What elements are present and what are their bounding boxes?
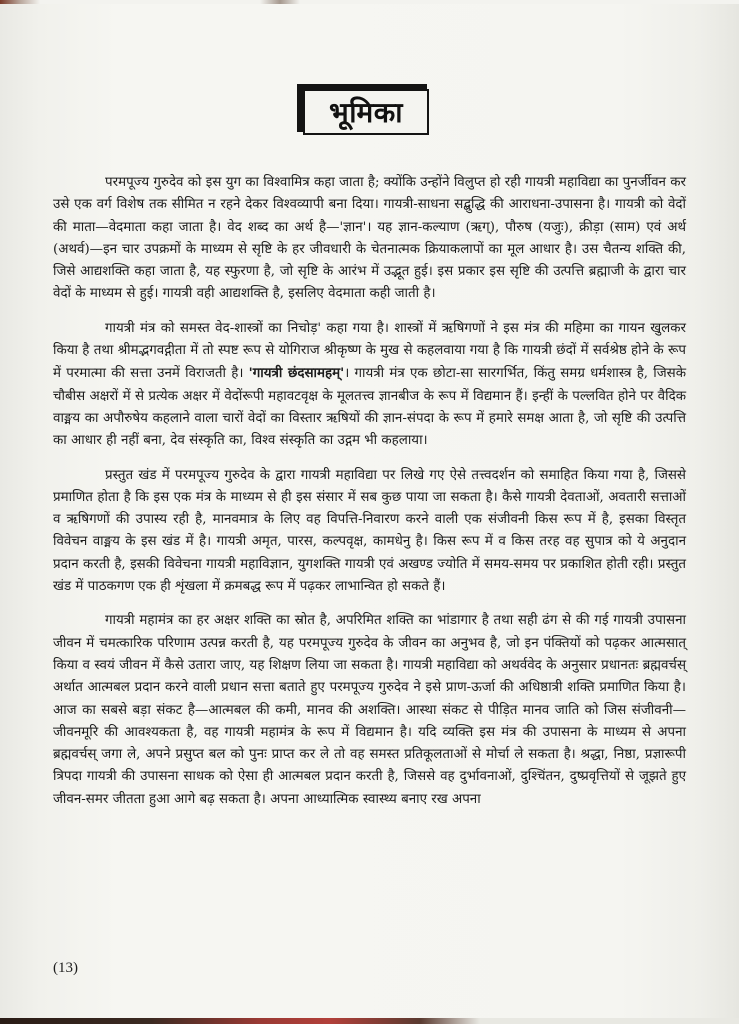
page-top-edge [0,0,739,4]
body-text [53,172,686,823]
page-number: (13) [53,960,78,976]
paragraph-4: गायत्री महामंत्र का हर अक्षर शक्ति का स्रोत है, अपरिमित शक्ति का भांडागार है तथा सही ढंग से की गई गायत्री उपासना जीवन में चमत्कारिक परिणाम उत्पन्न करती है, यह परमपूज्य गुरुदेव के जीवन का अनुभव है, जो इन पंक्तियों को पढ़कर आत्मसात् किया व स्वयं जीवन में कैसे उतारा जाए, यह शिक्षण लिया जा सकता है। गायत्री महाविद्या को अथर्ववेद के अनुसार प्रधानतः ब्रह्मवर्चस् अर्थात आत्मबल प्रदान करने वाली प्रधान सत्ता बताते हुए परमपूज्य गुरुदेव ने इसे प्राण-ऊर्जा की अधिष्ठात्री शक्ति प्रमाणित किया है। आज का सबसे बड़ा संकट है—आत्मबल की कमी, मानव की अशक्ति। आस्था संकट से पीड़ित मानव जाति को जिस संजीवनी—जीवनमूरि की आवश्यकता है, वह गायत्री महामंत्र के रूप में विद्यमान है। यदि व्यक्ति इस मंत्र की उपासना के माध्यम से अपना ब्रह्मवर्चस् जगा ले, अपने प्रसुप्त बल को पुनः प्राप्त कर ले तो वह समस्त प्रतिकूलताओं से मोर्चा ले सकता है। श्रद्धा, निष्ठा, प्रज्ञारूपी त्रिपदा गायत्री की उपासना साधक को ऐसा ही आत्मबल प्रदान करती है, जिससे वह दुर्भावनाओं, दुश्चिंतन, दुष्प्रवृत्तियों से जूझते हुए जीवन-समर जीतता हुआ आगे बढ़ सकता है। अपना आध्यात्मिक स्वास्थ्य बनाए रख अपना [53,613,686,807]
bold-quote-gayatri-chhandasamaham: 'गायत्री छंदसामहम्' [248,365,345,382]
chapter-title-block [297,84,437,140]
paragraph-3: प्रस्तुत खंड में परमपूज्य गुरुदेव के द्वारा गायत्री महाविद्या पर लिखे गए ऐसे तत्त्वदर्शन को समाहित किया गया है, जिससे प्रमाणित होता है कि इस एक मंत्र के माध्यम से ही इस संसार में सब कुछ पाया जा सकता है। कैसे गायत्री देवताओं, अवतारी सत्ताओं व ऋषिगणों की उपास्य रही है, मानवमात्र के लिए वह विपत्ति-निवारण करने वाली एक संजीवनी किस रूप में है, इसका विस्तृत विवेचन वाङ्मय के इस खंड में है। गायत्री अमृत, पारस, कल्पवृक्ष, कामधेनु है। किस रूप में व किस तरह वह सुपात्र को ये अनुदान प्रदान करती है, इसकी विवेचना गायत्री महाविज्ञान, युगशक्ति गायत्री एवं अखण्ड ज्योति में समय-समय पर प्रकाशित होती रही। प्रस्तुत खंड में पाठकगण एक ही शृंखला में क्रमबद्ध रूप में पढ़कर लाभान्वित हो सकते हैं। [53,467,686,595]
paragraph-2-text-b: । गायत्री मंत्र एक छोटा-सा सारगर्भित, किंतु समग्र धर्मशास्त्र है, जिसके चौबीस अक्षरों में से प्रत्येक अक्षर में वेदोंरूपी महावटवृक्ष के मूलतत्त्व ज्ञानबीज के रूप में विद्यमान हैं। इन्हीं के पल्लवित होने पर वैदिक वाङ्मय का अपौरुषेय कहलाने वाला चारों वेदों का विस्तार ऋषियों की ज्ञान-संपदा के रूप में हमारे समक्ष आता है, जो सृष्टि की उत्पत्ति का आधार ही नहीं बना, देव संस्कृति का, विश्व संस्कृति का उद्गम भी कहलाया। [53,366,687,449]
title-box [303,89,429,135]
paragraph-1: परमपूज्य गुरुदेव को इस युग का विश्वामित्र कहा जाता है; क्योंकि उन्होंने विलुप्त हो रही गायत्री महाविद्या का पुनर्जीवन कर उसे एक वर्ग विशेष तक सीमित न रहने देकर विश्वव्यापी बना दिया। गायत्री-साधना सद्बुद्धि की आराधना-उपासना है। गायत्री को वेदों की माता—वेदमाता कहा जाता है। वेद शब्द का अर्थ है—'ज्ञान'। यह ज्ञान-कल्याण (ऋग्), पौरुष (यजुः), क्रीड़ा (साम) एवं अर्थ (अथर्व)—इन चार उपक्रमों के माध्यम से सृष्टि के हर जीवधारी के चेतनात्मक क्रियाकलापों का मूल आधार है। उस चैतन्य शक्ति की, जिसे आद्यशक्ति कहा जाता है, यह स्फुरणा है, जो सृष्टि के आरंभ में उद्भूत हुई। इस प्रकार इस सृष्टि की उत्पत्ति ब्रह्माजी के द्वारा चार वेदों के माध्यम से हुई। गायत्री वही आद्यशक्ति है, इसलिए वेदमाता कही जाती है। [53,175,686,302]
page-bottom-edge [0,1018,739,1024]
paragraph-2 [53,318,686,453]
chapter-title: भूमिका [329,96,403,129]
paragraph-2-text-a: गायत्री मंत्र को समस्त वेद-शास्त्रों का निचोड़' कहा गया है। शास्त्रों में ऋषिगणों ने इस मंत्र की महिमा का गायन खुलकर किया है तथा श्रीमद्भगवद्गीता में तो स्पष्ट रूप से योगिराज श्रीकृष्ण के मुख से कहलवाया गया है कि गायत्री छंदों में सर्वश्रेष्ठ होने के रूप में परमात्मा की सत्ता उनमें विराजती है। [53,320,686,382]
